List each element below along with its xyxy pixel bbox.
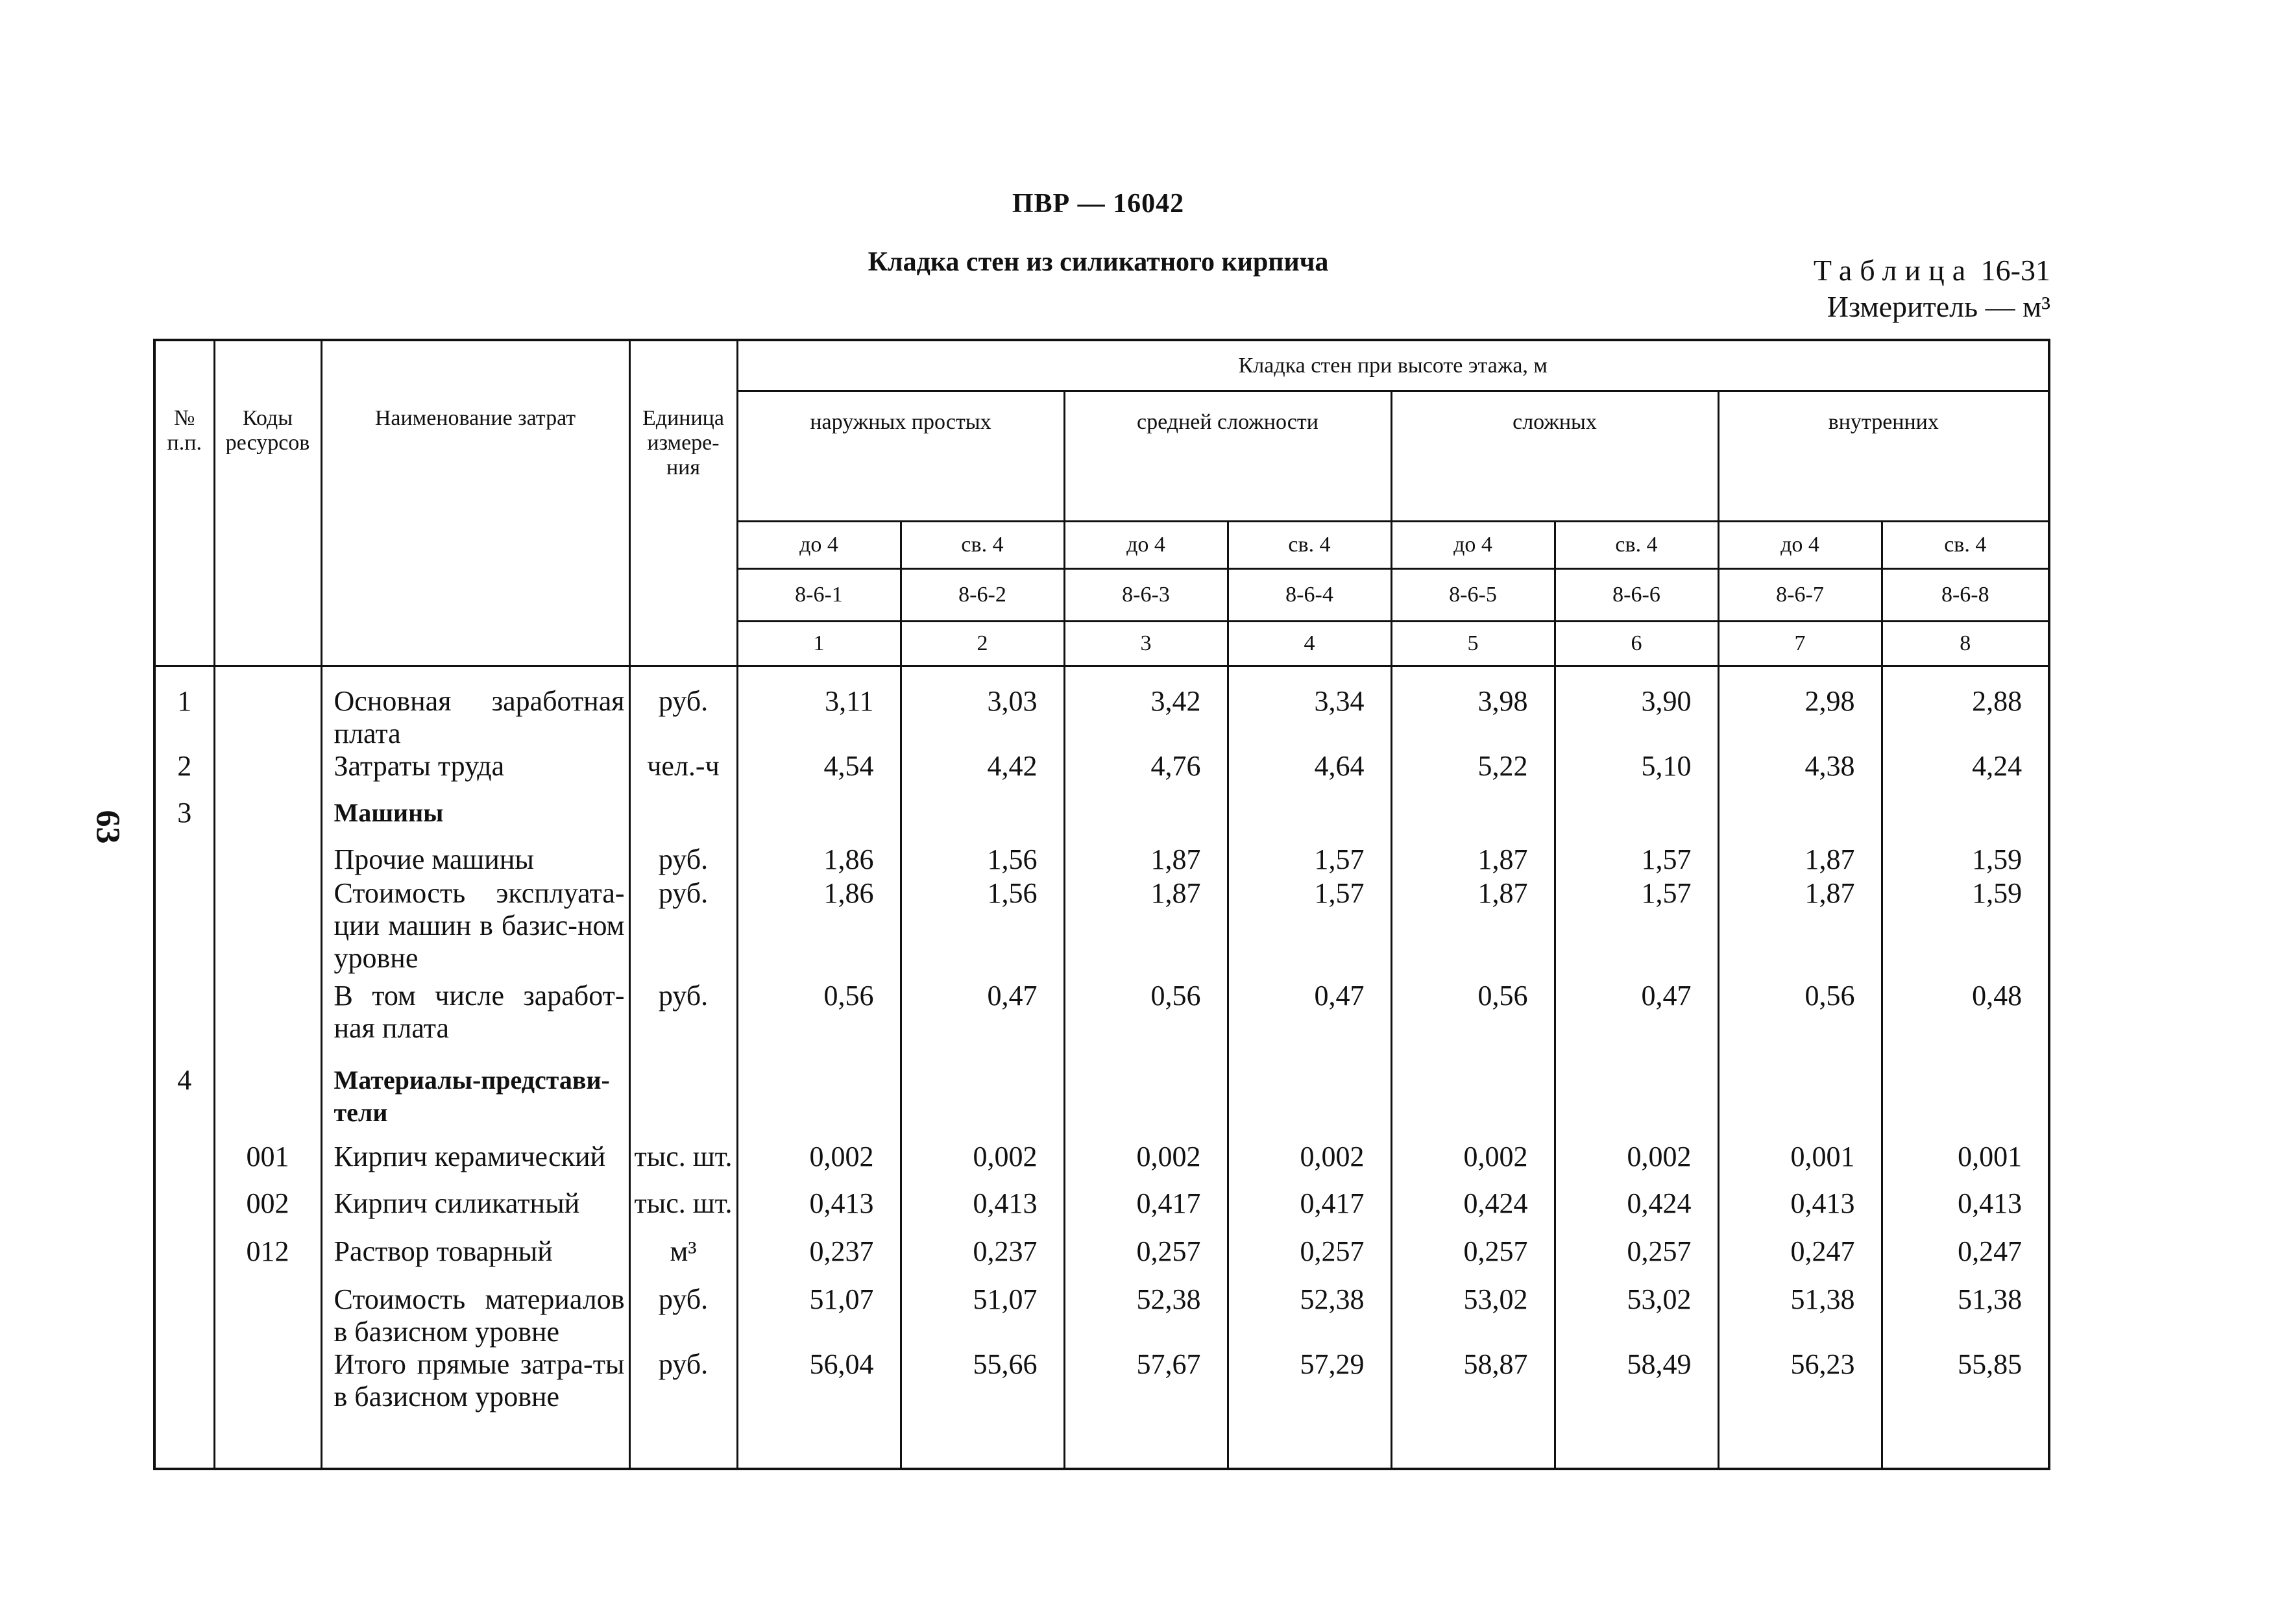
value-cell: 0,001: [1882, 1141, 2049, 1187]
resource-code: [214, 1064, 321, 1141]
value-cell: 0,237: [901, 1235, 1064, 1283]
value-cell: 4,64: [1228, 750, 1391, 797]
value-cell: 0,247: [1882, 1235, 2049, 1283]
unit: м³: [629, 1235, 737, 1283]
table-row: [154, 750, 2049, 797]
empty-cell: [629, 1425, 737, 1469]
header-code: 8-6-2: [901, 569, 1064, 622]
value-cell: 0,56: [737, 980, 901, 1064]
resource-code: [214, 1348, 321, 1425]
row-number: 1: [154, 666, 214, 751]
value-cell: 0,257: [1064, 1235, 1228, 1283]
value-cell: 4,38: [1718, 750, 1882, 797]
resource-code: 001: [214, 1141, 321, 1187]
value-cell: 3,34: [1228, 666, 1391, 751]
header-index: 8: [1882, 622, 2049, 666]
page-number: 63: [89, 810, 127, 844]
row-number: [154, 980, 214, 1064]
value-cell: [1228, 1064, 1391, 1141]
value-cell: 53,02: [1391, 1283, 1555, 1348]
header-index: 3: [1064, 622, 1228, 666]
value-cell: 0,424: [1391, 1187, 1555, 1235]
header-sub: до 4: [1718, 522, 1882, 569]
value-cell: [737, 797, 901, 843]
header-index: 6: [1555, 622, 1718, 666]
cost-name: Стоимость эксплуата-ции машин в базис-ном уровне: [321, 877, 629, 980]
value-cell: [1064, 1064, 1228, 1141]
header-index: 4: [1228, 622, 1391, 666]
value-cell: 0,424: [1555, 1187, 1718, 1235]
value-cell: 1,56: [901, 843, 1064, 877]
cost-name: Кирпич силикатный: [321, 1187, 629, 1235]
table-heading: Кладка стен из силикатного кирпича: [868, 247, 1329, 277]
value-cell: 0,002: [901, 1141, 1064, 1187]
header-num: № п.п.: [154, 340, 214, 666]
table-number: [1814, 253, 2050, 287]
filler-row: [154, 1425, 2049, 1469]
value-cell: 1,56: [901, 877, 1064, 980]
table-row: [154, 1187, 2049, 1235]
value-cell: 0,247: [1718, 1235, 1882, 1283]
header-sub: св. 4: [1555, 522, 1718, 569]
value-cell: 0,47: [901, 980, 1064, 1064]
resource-code: 002: [214, 1187, 321, 1235]
value-cell: 5,10: [1555, 750, 1718, 797]
unit: [629, 797, 737, 843]
resource-code: [214, 1283, 321, 1348]
value-cell: 1,87: [1391, 843, 1555, 877]
value-cell: 51,07: [901, 1283, 1064, 1348]
value-cell: 1,86: [737, 843, 901, 877]
value-cell: 5,22: [1391, 750, 1555, 797]
value-cell: 1,86: [737, 877, 901, 980]
table-row: [154, 980, 2049, 1064]
empty-cell: [321, 1425, 629, 1469]
resource-code: 012: [214, 1235, 321, 1283]
value-cell: 1,87: [1064, 877, 1228, 980]
resource-code: [214, 750, 321, 797]
cost-name: Материалы-представи-тели: [321, 1064, 629, 1141]
value-cell: 3,03: [901, 666, 1064, 751]
cost-name: Прочие машины: [321, 843, 629, 877]
header-group: сложных: [1391, 391, 1718, 522]
value-cell: 0,48: [1882, 980, 2049, 1064]
cost-name: Затраты труда: [321, 750, 629, 797]
cost-name: В том числе заработ-ная плата: [321, 980, 629, 1064]
value-cell: 2,98: [1718, 666, 1882, 751]
measure-unit: Измеритель — м³: [1827, 290, 2050, 323]
header-group: наружных простых: [737, 391, 1064, 522]
value-cell: 58,87: [1391, 1348, 1555, 1425]
value-cell: [1228, 797, 1391, 843]
value-cell: 1,87: [1064, 843, 1228, 877]
value-cell: [1555, 1064, 1718, 1141]
value-cell: 4,42: [901, 750, 1064, 797]
value-cell: 57,67: [1064, 1348, 1228, 1425]
unit: руб.: [629, 1348, 737, 1425]
header-code: 8-6-3: [1064, 569, 1228, 622]
row-number: [154, 1235, 214, 1283]
table-number-word: Таблица: [1813, 254, 1974, 287]
value-cell: 0,002: [1555, 1141, 1718, 1187]
unit: чел.-ч: [629, 750, 737, 797]
header-codes: Коды ресурсов: [214, 340, 321, 666]
resource-code: [214, 843, 321, 877]
header-code: 8-6-6: [1555, 569, 1718, 622]
unit: тыс. шт.: [629, 1187, 737, 1235]
value-cell: 56,04: [737, 1348, 901, 1425]
row-number: [154, 1141, 214, 1187]
table-row: [154, 1348, 2049, 1425]
value-cell: [1391, 797, 1555, 843]
row-number: 3: [154, 797, 214, 843]
value-cell: [1882, 797, 2049, 843]
value-cell: 51,38: [1882, 1283, 2049, 1348]
empty-cell: [1555, 1425, 1718, 1469]
empty-cell: [1882, 1425, 2049, 1469]
value-cell: 56,23: [1718, 1348, 1882, 1425]
value-cell: 0,47: [1228, 980, 1391, 1064]
value-cell: 0,257: [1391, 1235, 1555, 1283]
unit: руб.: [629, 980, 737, 1064]
value-cell: 51,38: [1718, 1283, 1882, 1348]
resource-code: [214, 666, 321, 751]
header-code: 8-6-7: [1718, 569, 1882, 622]
value-cell: 55,66: [901, 1348, 1064, 1425]
header-code: 8-6-5: [1391, 569, 1555, 622]
value-cell: 1,87: [1718, 843, 1882, 877]
value-cell: 0,56: [1718, 980, 1882, 1064]
table-row: [154, 797, 2049, 843]
value-cell: 0,002: [737, 1141, 901, 1187]
empty-cell: [154, 1425, 214, 1469]
header-unit: Единица измере-ния: [629, 340, 737, 666]
value-cell: [1718, 1064, 1882, 1141]
value-cell: 1,57: [1228, 843, 1391, 877]
empty-cell: [214, 1425, 321, 1469]
value-cell: 1,57: [1555, 877, 1718, 980]
value-cell: 1,87: [1391, 877, 1555, 980]
header-name: Наименование затрат: [321, 340, 629, 666]
value-cell: 4,54: [737, 750, 901, 797]
value-cell: [901, 797, 1064, 843]
cost-name: Основная заработная плата: [321, 666, 629, 751]
value-cell: 0,413: [901, 1187, 1064, 1235]
table-row: [154, 1141, 2049, 1187]
value-cell: 0,56: [1391, 980, 1555, 1064]
value-cell: 2,88: [1882, 666, 2049, 751]
value-cell: 0,002: [1228, 1141, 1391, 1187]
value-cell: 0,002: [1064, 1141, 1228, 1187]
header-group: внутренних: [1718, 391, 2049, 522]
unit: [629, 1064, 737, 1141]
unit: руб.: [629, 1283, 737, 1348]
value-cell: 4,24: [1882, 750, 2049, 797]
value-cell: 1,87: [1718, 877, 1882, 980]
row-number: [154, 877, 214, 980]
value-cell: 3,11: [737, 666, 901, 751]
unit: руб.: [629, 843, 737, 877]
value-cell: 0,237: [737, 1235, 901, 1283]
value-cell: 0,417: [1064, 1187, 1228, 1235]
empty-cell: [737, 1425, 901, 1469]
header-sub: до 4: [737, 522, 901, 569]
header-sub: св. 4: [1228, 522, 1391, 569]
table-row: [154, 1283, 2049, 1348]
header-code: 8-6-8: [1882, 569, 2049, 622]
table-number-value: 16-31: [1980, 254, 2050, 287]
resource-code: [214, 980, 321, 1064]
cost-name: Стоимость материалов в базисном уровне: [321, 1283, 629, 1348]
value-cell: [737, 1064, 901, 1141]
header-code: 8-6-4: [1228, 569, 1391, 622]
header-code: 8-6-1: [737, 569, 901, 622]
value-cell: [901, 1064, 1064, 1141]
unit: руб.: [629, 666, 737, 751]
header-index: 7: [1718, 622, 1882, 666]
value-cell: 3,90: [1555, 666, 1718, 751]
header-sub: св. 4: [1882, 522, 2049, 569]
value-cell: 57,29: [1228, 1348, 1391, 1425]
header-span: Кладка стен при высоте этажа, м: [737, 340, 2049, 391]
value-cell: 1,59: [1882, 877, 2049, 980]
value-cell: 1,57: [1555, 843, 1718, 877]
value-cell: 0,413: [1882, 1187, 2049, 1235]
value-cell: [1555, 797, 1718, 843]
cost-name: Машины: [321, 797, 629, 843]
document-title: ПВР — 16042: [1012, 189, 1185, 219]
value-cell: 53,02: [1555, 1283, 1718, 1348]
unit: руб.: [629, 877, 737, 980]
header-sub: до 4: [1064, 522, 1228, 569]
row-number: [154, 1348, 214, 1425]
row-number: 4: [154, 1064, 214, 1141]
value-cell: 0,417: [1228, 1187, 1391, 1235]
value-cell: 51,07: [737, 1283, 901, 1348]
value-cell: [1718, 797, 1882, 843]
value-cell: 4,76: [1064, 750, 1228, 797]
empty-cell: [1718, 1425, 1882, 1469]
value-cell: 1,59: [1882, 843, 2049, 877]
value-cell: 3,98: [1391, 666, 1555, 751]
row-number: 2: [154, 750, 214, 797]
value-cell: 0,413: [1718, 1187, 1882, 1235]
value-cell: 1,57: [1228, 877, 1391, 980]
value-cell: 0,002: [1391, 1141, 1555, 1187]
header-sub: св. 4: [901, 522, 1064, 569]
value-cell: 0,413: [737, 1187, 901, 1235]
row-number: [154, 843, 214, 877]
value-cell: [1882, 1064, 2049, 1141]
cost-name: Раствор товарный: [321, 1235, 629, 1283]
value-cell: 52,38: [1228, 1283, 1391, 1348]
row-number: [154, 1187, 214, 1235]
empty-cell: [1391, 1425, 1555, 1469]
empty-cell: [1064, 1425, 1228, 1469]
value-cell: 0,001: [1718, 1141, 1882, 1187]
header-index: 1: [737, 622, 901, 666]
value-cell: 0,257: [1555, 1235, 1718, 1283]
cost-name: Итого прямые затра-ты в базисном уровне: [321, 1348, 629, 1425]
cost-table: [153, 339, 2048, 1470]
value-cell: 58,49: [1555, 1348, 1718, 1425]
value-cell: 52,38: [1064, 1283, 1228, 1348]
unit: тыс. шт.: [629, 1141, 737, 1187]
value-cell: 0,47: [1555, 980, 1718, 1064]
table-row: [154, 843, 2049, 877]
header-index: 2: [901, 622, 1064, 666]
value-cell: 55,85: [1882, 1348, 2049, 1425]
resource-code: [214, 797, 321, 843]
value-cell: 0,56: [1064, 980, 1228, 1064]
value-cell: 3,42: [1064, 666, 1228, 751]
header-group: средней сложности: [1064, 391, 1391, 522]
value-cell: 0,257: [1228, 1235, 1391, 1283]
header-index: 5: [1391, 622, 1555, 666]
resource-code: [214, 877, 321, 980]
value-cell: [1064, 797, 1228, 843]
value-cell: [1391, 1064, 1555, 1141]
table-row: [154, 877, 2049, 980]
header-sub: до 4: [1391, 522, 1555, 569]
table-row: [154, 1064, 2049, 1141]
empty-cell: [901, 1425, 1064, 1469]
row-number: [154, 1283, 214, 1348]
table-row: [154, 1235, 2049, 1283]
table-row: [154, 666, 2049, 751]
cost-name: Кирпич керамический: [321, 1141, 629, 1187]
empty-cell: [1228, 1425, 1391, 1469]
